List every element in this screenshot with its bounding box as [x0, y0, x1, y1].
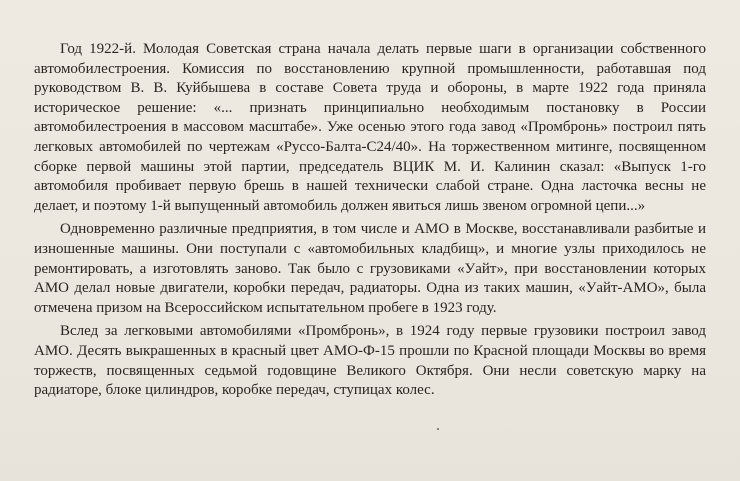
paragraph-1: Год 1922-й. Молодая Советская страна начала делать первые шаги в организации собственного автомобилестроения. Комиссия по восстановлению крупной промышленности, работавшая под руководством В. В. Куйбышева в составе Совета труда и обороны, в марте 1922 года приняла историческое решение: «... признать принципиально необходимым постановку в России автомобилестроения в массовом масштабе». Уже осенью этого года завод «Промбронь» построил пять легковых автомобилей по чертежам «Руссо-Балта-С24/40». На торжественном митинге, посвященном сборке первой машины этой партии, председатель ВЦИК М. И. Калинин сказал: «Выпуск 1-го автомобиля пробивает первую брешь в нашей технически слабой стране. Одна ласточка весны не делает, и поэтому 1-й выпущенный автомобиль должен явиться лишь звеном огромной цепи...» [34, 41, 706, 214]
paragraph-2: Одновременно различные предприятия, в том числе и АМО в Москве, восстанавливали разбитые и изношенные машины. Они поступали с «автомобильных кладбищ», и многие узлы приходилось не ремонтировать, а изготовлять заново. Так было с грузовиками «Уайт», при восстановлении которых АМО делал новые двигатели, коробки передач, радиаторы. Одна из таких машин, «Уайт-АМО», была отмечена призом на Всероссийском испытательном пробеге в 1923 году. [34, 221, 706, 316]
speck-mark [437, 428, 439, 430]
text-block [34, 40, 706, 401]
paragraph-3: Вслед за легковыми автомобилями «Промбронь», в 1924 году первые грузовики построил завод АМО. Десять выкрашенных в красный цвет АМО-Ф-15 прошли по Красной площади Москвы во время торжеств, посвященных седьмой годовщине Великого Октября. Они несли советскую марку на радиаторе, блоке цилиндров, коробке передач, ступицах колес. [34, 323, 706, 399]
